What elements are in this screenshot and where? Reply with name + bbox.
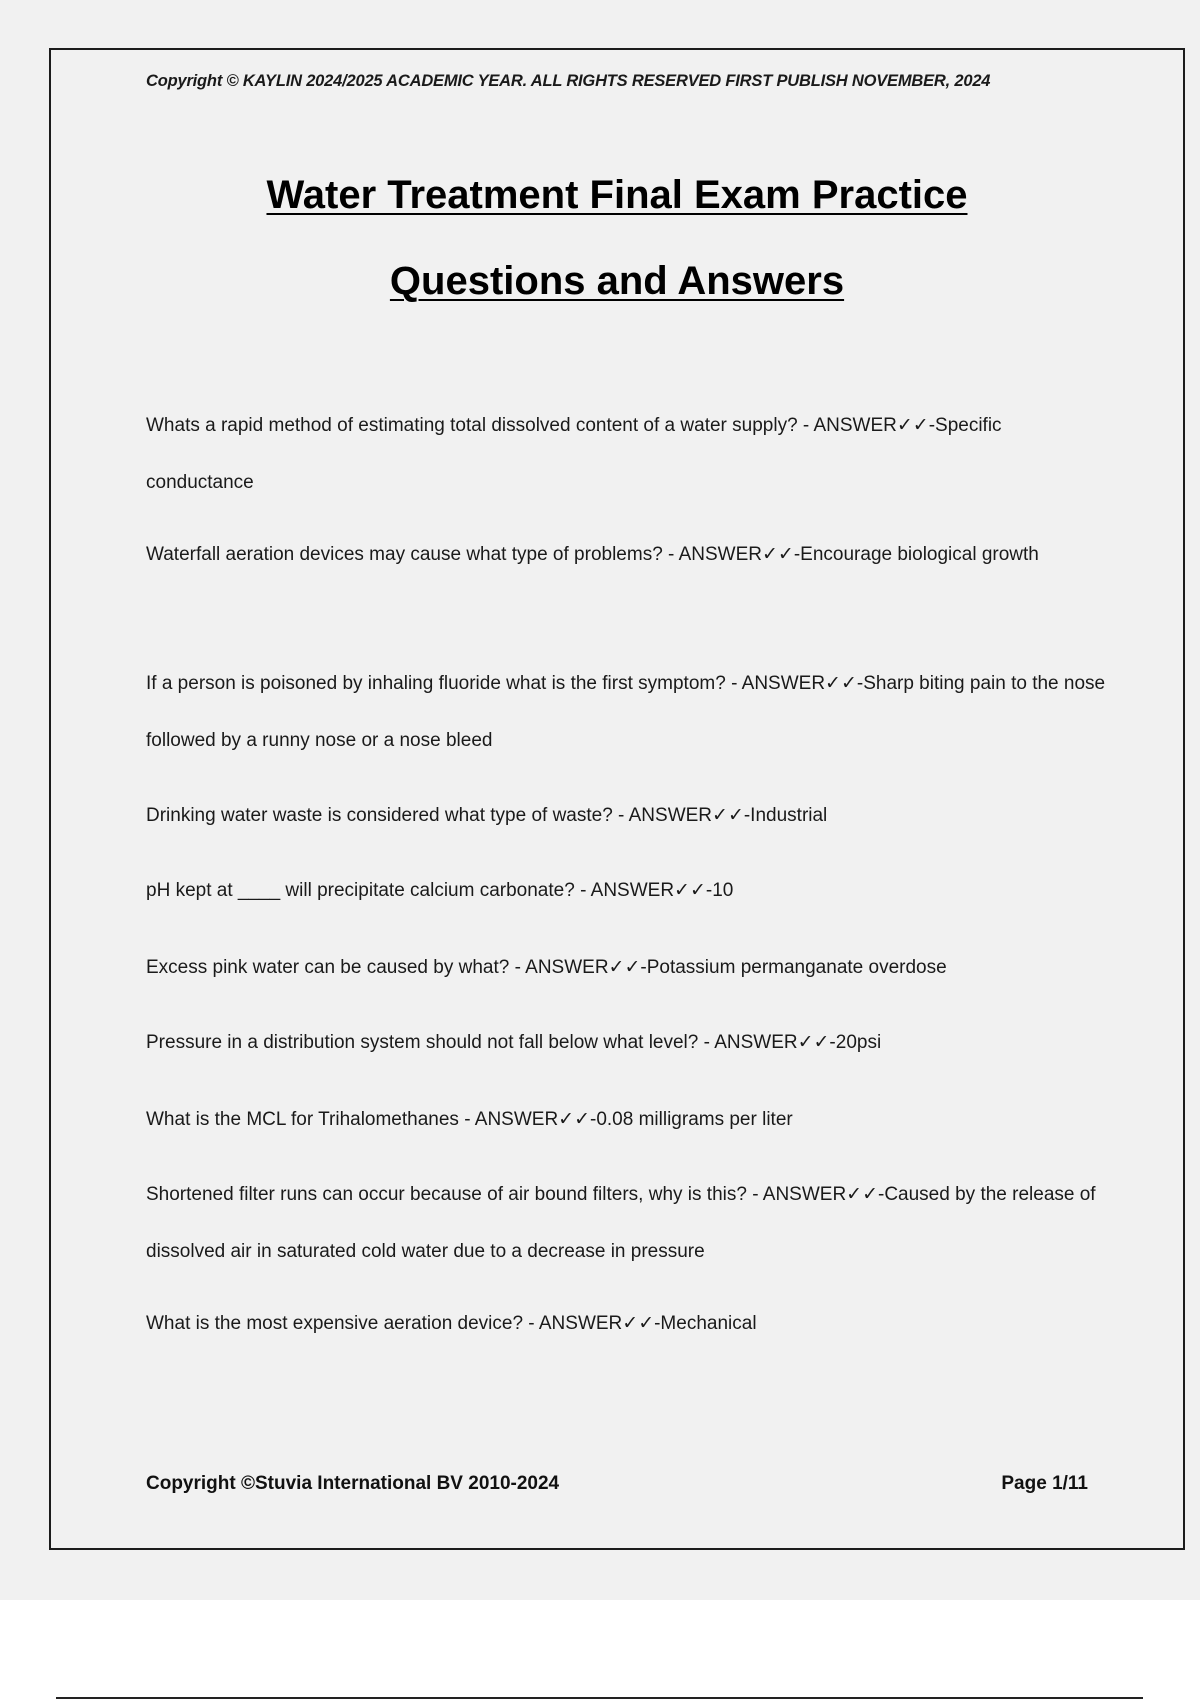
qa-item-1: [146, 397, 1106, 511]
qa-item-8: [146, 1091, 1106, 1148]
answer-text: ANSWER✓✓-Encourage biological growth: [678, 544, 1039, 565]
document-title-2: [0, 259, 1200, 304]
next-page-divider: [56, 1697, 1143, 1699]
question-text: Whats a rapid method of estimating total dissolved content of a water supply? -: [146, 415, 814, 436]
answer-text: ANSWER✓✓-Specific conductance: [146, 415, 1002, 493]
answer-text: ANSWER✓✓-Potassium permanganate overdose: [525, 957, 947, 978]
page-number: Page 1/11: [1001, 1473, 1088, 1494]
answer-text: ANSWER✓✓-Industrial: [628, 805, 828, 826]
question-text: Drinking water waste is considered what type of waste? -: [146, 805, 629, 826]
question-text: pH kept at ____ will precipitate calcium carbonate? -: [146, 880, 591, 901]
question-text: If a person is poisoned by inhaling fluoride what is the first symptom? -: [146, 673, 742, 694]
answer-text: ANSWER✓✓-Sharp biting pain to the nose followed by a runny nose or a nose bleed: [146, 673, 1106, 751]
title-line-1: Water Treatment Final Exam Practice: [266, 173, 968, 217]
question-text: What is the most expensive aeration device? -: [146, 1313, 539, 1334]
answer-text: ANSWER✓✓-0.08 milligrams per liter: [474, 1109, 793, 1130]
question-text: What is the MCL for Trihalomethanes -: [146, 1109, 475, 1130]
answer-text: ANSWER✓✓-Caused by the release of dissolved air in saturated cold water due to a decrease in pressure: [146, 1184, 1096, 1262]
title-line-2: Questions and Answers: [389, 259, 845, 303]
answer-text: ANSWER✓✓-10: [590, 880, 734, 901]
answer-text: ANSWER✓✓-20psi: [714, 1032, 882, 1053]
qa-item-9: [146, 1166, 1106, 1280]
qa-item-2: [146, 526, 1106, 583]
qa-item-4: [146, 787, 1106, 844]
header-copyright: Copyright © KAYLIN 2024/2025 ACADEMIC YEAR. ALL RIGHTS RESERVED FIRST PUBLISH NOVEMBER, 2024: [146, 72, 991, 90]
qa-item-5: [146, 862, 1106, 919]
qa-item-7: [146, 1014, 1106, 1071]
question-text: Excess pink water can be caused by what? -: [146, 957, 526, 978]
footer-copyright: Copyright ©Stuvia International BV 2010-2024: [146, 1473, 560, 1494]
qa-item-6: [146, 939, 1106, 996]
question-text: Waterfall aeration devices may cause what type of problems? -: [146, 544, 679, 565]
question-text: Pressure in a distribution system should not fall below what level? -: [146, 1032, 715, 1053]
qa-item-3: [146, 655, 1106, 769]
answer-text: ANSWER✓✓-Mechanical: [538, 1313, 757, 1334]
qa-item-10: [146, 1295, 1106, 1352]
document-title: [0, 173, 1200, 218]
question-text: Shortened filter runs can occur because of air bound filters, why is this? -: [146, 1184, 763, 1205]
